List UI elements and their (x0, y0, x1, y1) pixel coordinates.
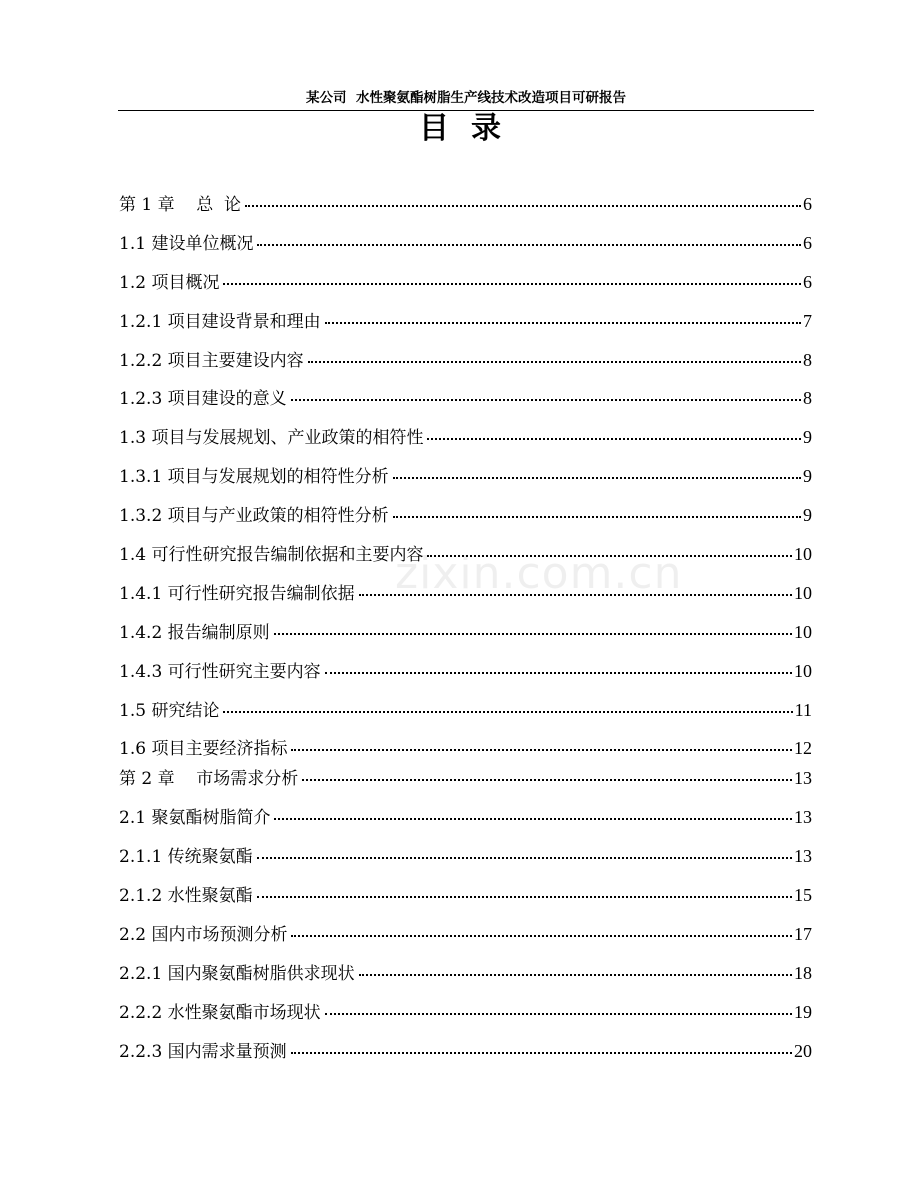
toc-entry-page-number: 20 (794, 1040, 812, 1061)
toc-dot-leader (359, 974, 792, 976)
toc-entry-label: 1.4.2 报告编制原则 (119, 622, 270, 643)
table-of-contents (119, 186, 812, 1072)
toc-entry[interactable] (119, 225, 812, 264)
toc-dot-leader (359, 594, 792, 596)
toc-entry-label: 1.2.2 项目主要建设内容 (119, 350, 304, 371)
watermark: zixin.com.cn (395, 548, 683, 599)
toc-entry-page-number: 8 (803, 349, 812, 370)
toc-entry[interactable] (119, 877, 812, 916)
toc-entry-page-number: 13 (794, 846, 812, 867)
toc-entry-page-number: 9 (803, 427, 812, 448)
toc-entry-page-number: 6 (803, 194, 812, 214)
toc-entry[interactable] (119, 916, 812, 955)
toc-dot-leader (427, 555, 792, 557)
toc-dot-leader (291, 399, 801, 401)
toc-entry-page-number: 9 (803, 505, 812, 526)
toc-entry[interactable] (119, 380, 812, 419)
toc-entry-label: 2.1 聚氨酯树脂简介 (119, 808, 271, 829)
toc-entry-page-number: 10 (794, 660, 812, 681)
toc-dot-leader (393, 477, 801, 479)
toc-entry[interactable] (119, 419, 812, 458)
toc-entry-page-number: 6 (803, 271, 812, 292)
toc-entry[interactable] (119, 303, 812, 342)
toc-dot-leader (325, 322, 801, 324)
toc-entry-label: 1.4 可行性研究报告编制依据和主要内容 (119, 545, 424, 566)
toc-entry-page-number: 18 (794, 962, 812, 983)
toc-dot-leader (291, 935, 792, 937)
toc-entry[interactable] (119, 1033, 812, 1072)
toc-entry-page-number: 8 (803, 388, 812, 409)
toc-entry-label: 1.6 项目主要经济指标 (119, 739, 288, 760)
toc-entry-page-number: 19 (794, 1001, 812, 1022)
toc-entry-page-number: 13 (794, 807, 812, 828)
toc-entry-page-number: 10 (794, 582, 812, 603)
toc-entry-label: 2.2.1 国内聚氨酯树脂供求现状 (119, 963, 355, 984)
toc-entry-label: 第 1 章 总 论 (119, 195, 242, 215)
toc-entry[interactable] (119, 497, 812, 536)
toc-dot-leader (223, 711, 792, 713)
toc-entry-page-number: 11 (794, 699, 812, 720)
toc-entry[interactable] (119, 730, 812, 760)
toc-entry-label: 2.1.1 传统聚氨酯 (119, 847, 253, 868)
toc-entry-label: 1.2.1 项目建设背景和理由 (119, 311, 321, 332)
toc-entry-label: 2.2.3 国内需求量预测 (119, 1041, 287, 1062)
toc-entry-page-number: 10 (794, 544, 812, 565)
toc-entry-page-number: 12 (794, 738, 812, 759)
toc-dot-leader (245, 205, 801, 207)
toc-dot-leader (325, 672, 792, 674)
page-header: 某公司 水性聚氨酯树脂生产线技术改造项目可研报告 (118, 88, 814, 111)
toc-entry-label: 第 2 章 市场需求分析 (119, 769, 299, 790)
toc-entry[interactable] (119, 458, 812, 497)
toc-dot-leader (325, 1013, 792, 1015)
toc-entry-page-number: 7 (803, 310, 812, 331)
toc-entry-label: 1.4.3 可行性研究主要内容 (119, 661, 321, 682)
toc-title: 目录 (419, 111, 523, 146)
toc-entry[interactable] (119, 955, 812, 994)
toc-dot-leader (302, 779, 792, 781)
toc-entry-label: 1.2 项目概况 (119, 272, 220, 293)
toc-dot-leader (308, 361, 801, 363)
toc-dot-leader (274, 818, 792, 820)
toc-dot-leader (257, 896, 792, 898)
toc-dot-leader (427, 438, 801, 440)
toc-entry[interactable] (119, 575, 812, 614)
toc-entry[interactable] (119, 186, 812, 225)
toc-dot-leader (274, 633, 792, 635)
toc-entry-label: 2.1.2 水性聚氨酯 (119, 886, 253, 907)
toc-entry[interactable] (119, 692, 812, 731)
toc-entry-label: 1.2.3 项目建设的意义 (119, 389, 287, 410)
toc-entry-page-number: 10 (794, 621, 812, 642)
toc-entry-page-number: 17 (794, 924, 812, 945)
toc-entry[interactable] (119, 342, 812, 381)
toc-entry-page-number: 9 (803, 466, 812, 487)
toc-dot-leader (257, 244, 801, 246)
toc-dot-leader (291, 1052, 792, 1054)
toc-entry[interactable] (119, 653, 812, 692)
toc-entry-page-number: 13 (794, 768, 812, 789)
toc-dot-leader (257, 857, 792, 859)
toc-entry-label: 1.3.1 项目与发展规划的相符性分析 (119, 467, 389, 488)
toc-entry-label: 1.4.1 可行性研究报告编制依据 (119, 583, 355, 604)
toc-entry[interactable] (119, 264, 812, 303)
toc-entry-label: 2.2 国内市场预测分析 (119, 925, 288, 946)
toc-dot-leader (291, 749, 792, 751)
toc-entry-label: 1.3.2 项目与产业政策的相符性分析 (119, 506, 389, 527)
toc-entry-label: 1.5 研究结论 (119, 700, 220, 721)
toc-entry-label: 2.2.2 水性聚氨酯市场现状 (119, 1002, 321, 1023)
toc-dot-leader (223, 283, 801, 285)
toc-entry[interactable] (119, 614, 812, 653)
toc-entry-label: 1.1 建设单位概况 (119, 233, 254, 254)
toc-entry[interactable] (119, 838, 812, 877)
toc-entry[interactable] (119, 536, 812, 575)
toc-entry-page-number: 15 (794, 885, 812, 906)
toc-entry[interactable] (119, 760, 812, 799)
toc-entry-label: 1.3 项目与发展规划、产业政策的相符性 (119, 428, 424, 449)
toc-entry-page-number: 6 (803, 232, 812, 253)
toc-dot-leader (393, 516, 801, 518)
toc-entry[interactable] (119, 799, 812, 838)
toc-entry[interactable] (119, 994, 812, 1033)
